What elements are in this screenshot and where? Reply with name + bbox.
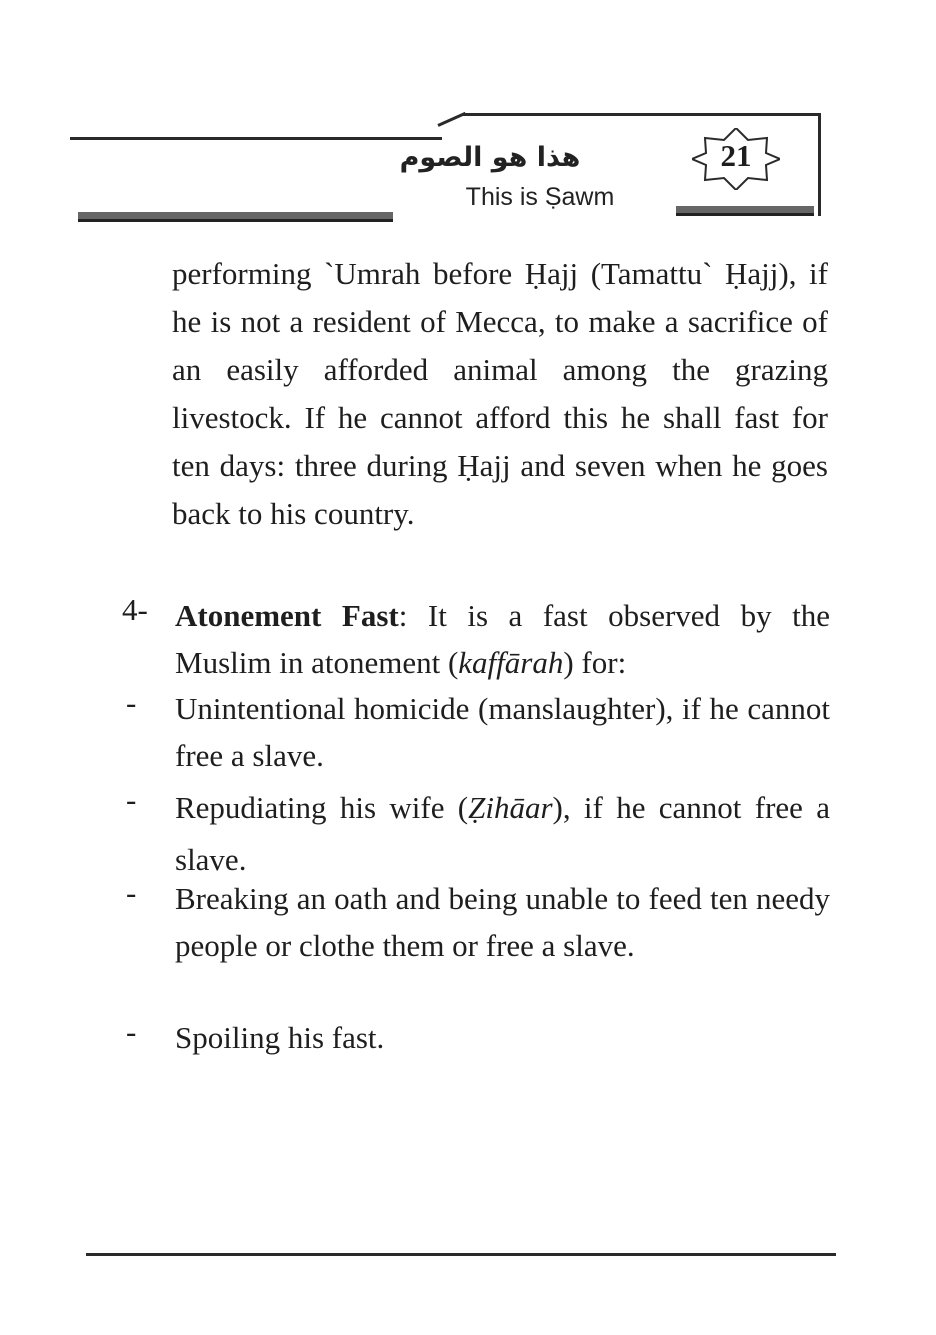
bullet-text: [175, 782, 830, 886]
item-text-after: ) for:: [563, 645, 627, 680]
bullet-italic-term: Ẓihāar: [468, 790, 553, 825]
bullet-dash: -: [126, 1014, 137, 1049]
english-book-title: This is Ṣawm: [465, 183, 615, 211]
item-body: [175, 592, 830, 686]
item-number: 4-: [122, 592, 148, 627]
footer-rule: [86, 1253, 836, 1256]
bullet-dash: -: [126, 685, 137, 720]
bullet-text: Breaking an oath and being unable to feed ten needy people or clothe them or free a slave.: [175, 881, 830, 963]
bullet-text: Unintentional homicide (manslaughter), if he cannot free a slave.: [175, 691, 830, 773]
bullet-dash: -: [126, 875, 137, 910]
bullet-text-before: Repudiating his wife (: [175, 790, 469, 825]
item-text-before: : It is a fast observed by the Muslim in atonement (: [175, 598, 830, 680]
header-top-rule: [70, 137, 442, 140]
header-top-right-rule: [463, 113, 820, 116]
continuation-paragraph: performing `Umrah before Ḥajj (Tamattu` Ḥajj), if he is not a resident of Mecca, to make a sacrifice of an easily afforded animal among the grazing livestock. If he cannot afford this he shall fast for ten days: three during Ḥajj and seven when he goes back to his country.: [172, 256, 828, 531]
page-number: 21: [720, 138, 752, 173]
item-term: Atonement Fast: [175, 598, 399, 633]
bullet-text: Spoiling his fast.: [175, 1020, 385, 1055]
header-left-bar: [78, 212, 393, 222]
item-italic-term: kaffārah: [458, 645, 564, 680]
header-slanted-rule: [437, 112, 466, 127]
bullet-text-after: ), if he cannot free a slave.: [175, 790, 830, 877]
header-right-bar: [676, 206, 814, 216]
bullet-dash: -: [126, 782, 137, 817]
header-right-rule: [818, 113, 821, 216]
arabic-book-title: هذا هو الصوم: [399, 142, 581, 173]
